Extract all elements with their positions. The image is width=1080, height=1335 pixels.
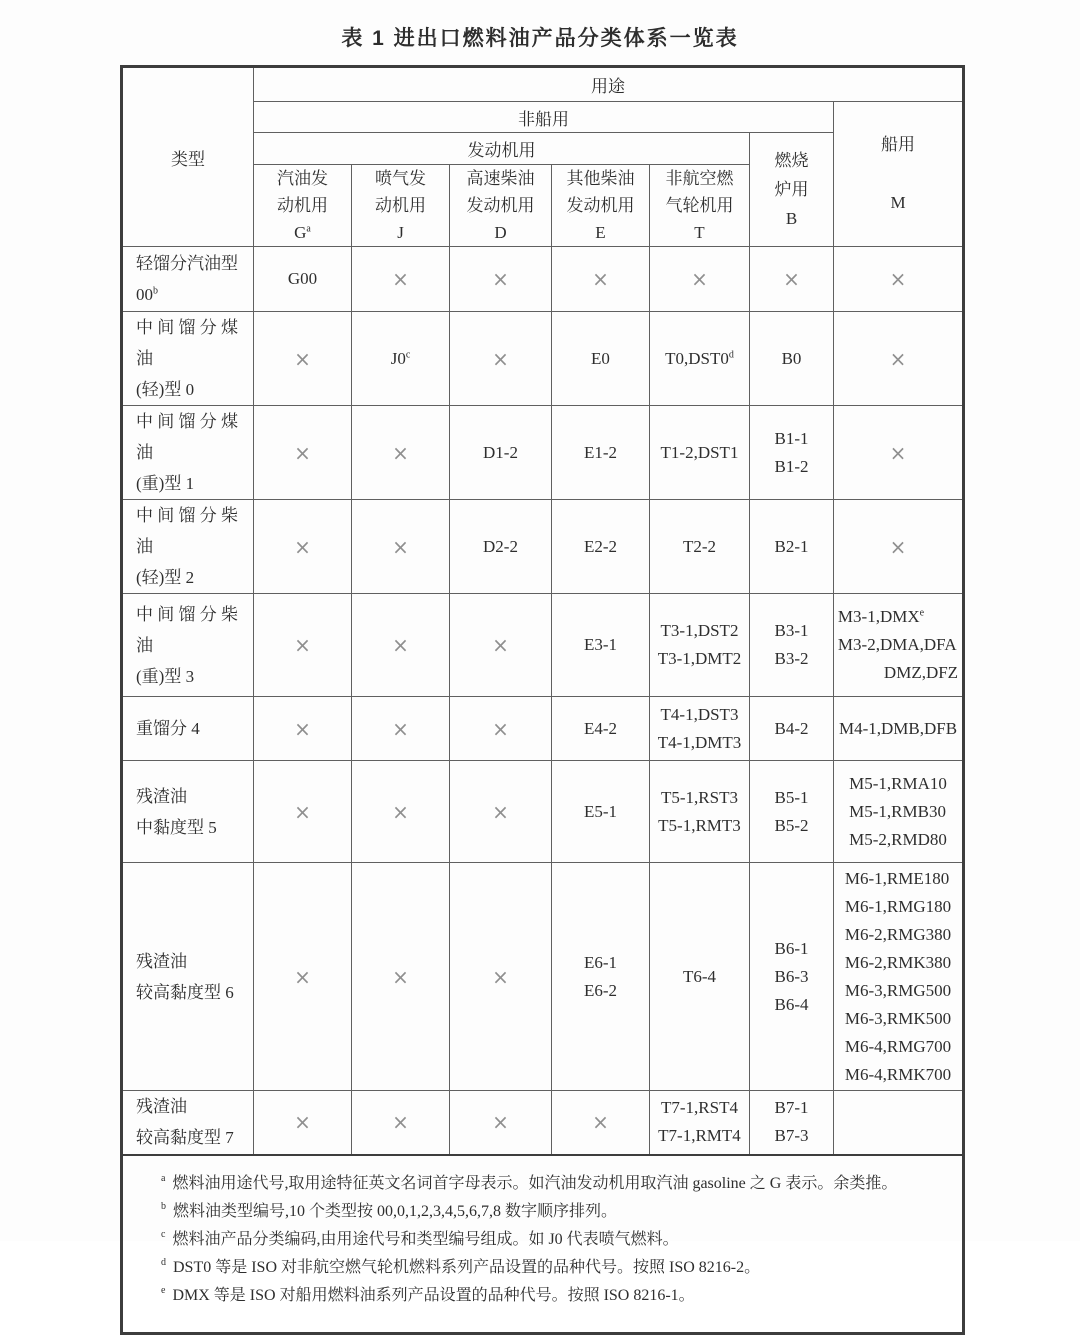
cell-4-D: [450, 500, 552, 594]
header-engine-col-J: [352, 165, 450, 247]
cell-9-J: [352, 1091, 450, 1155]
cell-line: B1-1: [774, 428, 809, 448]
cell-line: B6-1: [774, 938, 809, 958]
header-engine-col-D: [450, 165, 552, 247]
cell-line: M6-2,RMG380: [844, 924, 952, 944]
not-applicable-cross: ×: [492, 1110, 509, 1135]
not-applicable-cross: ×: [392, 716, 409, 741]
cell-line: 中 间 馏 分 煤 油: [136, 412, 238, 462]
cell-line: M5-2,RMD80: [849, 829, 947, 849]
engine-col-label-line: 喷气发: [375, 169, 426, 188]
cell-8-J: [352, 863, 450, 1091]
cell-line: B5-2: [774, 815, 809, 835]
cell-line: E5-1: [583, 801, 618, 821]
cell-6-T: [650, 697, 750, 761]
footnotes-row: [122, 1155, 964, 1334]
table-row: [122, 312, 964, 406]
cell-line: E3-1: [583, 635, 618, 654]
header-engine-col-G: [254, 165, 352, 247]
row-label: [122, 406, 254, 500]
header-row-usage: [122, 67, 964, 102]
header-furnace: [750, 133, 834, 247]
not-applicable-cross: ×: [294, 534, 311, 559]
header-marine: [834, 102, 964, 247]
not-applicable-cross: ×: [294, 633, 311, 657]
row-label: [122, 1091, 254, 1155]
cell-line: 重馏分 4: [136, 719, 200, 738]
header-engine-col-T: [650, 165, 750, 247]
not-applicable-cross: ×: [492, 964, 509, 989]
cell-line: J: [397, 223, 404, 242]
cell-line: M3-1,DMXe: [837, 607, 925, 626]
marine-code-stack: [838, 603, 958, 687]
cell-8-E: [552, 863, 650, 1091]
cell-line: E6-1: [583, 952, 618, 972]
cell-line: E: [595, 223, 606, 242]
cell-line: E1-2: [583, 442, 618, 462]
cell-8-G: [254, 863, 352, 1091]
header-type: 类型: [122, 67, 254, 247]
not-applicable-cross: ×: [392, 534, 409, 559]
cell-9-G: [254, 1091, 352, 1155]
cell-line: 中黏度型 5: [136, 817, 217, 837]
cell-6-M: [834, 697, 964, 761]
not-applicable-cross: ×: [392, 633, 409, 657]
cell-line: D1-2: [483, 442, 518, 462]
footnote-b: $^b$ 燃料油类型编号,10 个类型按 00,0,1,2,3,4,5,6,7,8 数字顺序排列。: [161, 1201, 618, 1220]
cell-line: E2-2: [583, 536, 618, 556]
cell-4-G: [254, 500, 352, 594]
cell-line: B1-2: [774, 456, 809, 476]
cell-2-J: [352, 312, 450, 406]
cell-5-D: [450, 594, 552, 697]
cell-line: T3-1,DMT2: [657, 649, 742, 668]
cell-4-E: [552, 500, 650, 594]
not-applicable-cross: ×: [294, 716, 311, 741]
cell-line: 轻馏分汽油型: [136, 254, 238, 273]
cell-1-B: [750, 247, 834, 312]
cell-9-E: [552, 1091, 650, 1155]
row-label: [122, 863, 254, 1091]
cell-line: J0$^c$: [390, 348, 411, 368]
cell-line: M6-4,RMG700: [844, 1036, 952, 1056]
cell-line: G00: [287, 269, 318, 288]
cell-line: B7-3: [774, 1126, 809, 1146]
table-row: [122, 500, 964, 594]
table-row: [122, 761, 964, 863]
furnace-label-line: 燃烧: [774, 151, 809, 170]
footnote-a: $^a$ 燃料油用途代号,取用途特征英文名词首字母表示。如汽油发动机用取汽油 gasoline 之 G 表示。余类推。: [161, 1173, 898, 1192]
header-usage: 用途: [254, 67, 964, 102]
cell-5-J: [352, 594, 450, 697]
engine-col-label-line: 气轮机用: [665, 196, 734, 215]
cell-1-J: [352, 247, 450, 312]
cell-line: E6-2: [583, 980, 618, 1000]
cell-line: T4-1,DST3: [660, 704, 739, 724]
cell-1-M: [834, 247, 964, 312]
not-applicable-cross: ×: [392, 1110, 409, 1135]
cell-line: 中 间 馏 分 煤 油: [136, 318, 238, 368]
row-label: [122, 247, 254, 312]
not-applicable-cross: ×: [294, 799, 311, 824]
cell-9-M: [834, 1091, 964, 1155]
cell-line: 较高黏度型 6: [136, 982, 234, 1002]
cell-2-T: [650, 312, 750, 406]
engine-col-label-line: 高速柴油: [466, 169, 535, 188]
cell-line: E4-2: [583, 718, 618, 738]
marine-label: 船用: [881, 135, 915, 154]
header-non-marine: 非船用: [254, 102, 834, 133]
cell-line: 残渣油: [136, 951, 187, 971]
not-applicable-cross: ×: [492, 346, 509, 371]
row-label: [122, 761, 254, 863]
cell-line: 中 间 馏 分 柴 油: [136, 506, 238, 556]
cell-3-J: [352, 406, 450, 500]
cell-7-E: [552, 761, 650, 863]
table-row: [122, 863, 964, 1091]
header-engine-group: 发动机用: [254, 133, 750, 165]
cell-line: T2-2: [682, 536, 717, 556]
cell-5-B: [750, 594, 834, 697]
table-row: [122, 594, 964, 697]
cell-line: M5-1,RMB30: [849, 801, 946, 821]
cell-line: M5-1,RMA10: [849, 773, 947, 793]
table-row: [122, 1091, 964, 1155]
footnote-d: $^d$ DST0 等是 ISO 对非航空燃气轮机燃料系列产品设置的品种代号。按照 ISO 8216-2。: [161, 1257, 761, 1276]
cell-1-D: [450, 247, 552, 312]
cell-8-T: [650, 863, 750, 1091]
cell-9-B: [750, 1091, 834, 1155]
cell-line: M6-1,RMG180: [844, 896, 952, 916]
engine-col-label-line: 发动机用: [466, 196, 535, 215]
cell-line: $G^a$: [294, 223, 311, 242]
cell-line: 残渣油: [136, 1097, 187, 1117]
cell-7-M: [834, 761, 964, 863]
not-applicable-cross: ×: [392, 440, 409, 465]
not-applicable-cross: ×: [294, 440, 311, 465]
cell-4-B: [750, 500, 834, 594]
cell-line: T: [694, 223, 705, 242]
cell-1-G: [254, 247, 352, 312]
cell-line: B7-1: [774, 1098, 809, 1118]
cell-line: M6-4,RMK700: [844, 1064, 952, 1084]
cell-6-E: [552, 697, 650, 761]
cell-4-T: [650, 500, 750, 594]
cell-line: D: [494, 223, 507, 242]
marine-code-stack: [845, 865, 951, 1089]
cell-line: (轻)型 0: [136, 380, 195, 399]
cell-line: T0,DST0$^d$: [665, 348, 734, 368]
cell-9-D: [450, 1091, 552, 1155]
cell-line: M6-3,RMG500: [844, 980, 952, 1000]
cell-line: D2-2: [483, 536, 518, 556]
cell-2-G: [254, 312, 352, 406]
cell-line: T7-1,RST4: [661, 1098, 738, 1118]
cell-line: 残渣油: [136, 786, 187, 806]
cell-line: T4-1,DMT3: [657, 732, 742, 752]
not-applicable-cross: ×: [392, 799, 409, 824]
cell-2-E: [552, 312, 650, 406]
cell-7-D: [450, 761, 552, 863]
cell-8-D: [450, 863, 552, 1091]
engine-col-label-line: 非航空燃: [665, 169, 734, 188]
cell-3-B: [750, 406, 834, 500]
not-applicable-cross: ×: [889, 534, 907, 559]
engine-col-label-line: 动机用: [375, 196, 426, 215]
not-applicable-cross: ×: [392, 267, 409, 291]
row-label: [122, 594, 254, 697]
row-label: [122, 312, 254, 406]
footnotes-section: [122, 1155, 964, 1334]
cell-7-G: [254, 761, 352, 863]
fuel-oil-classification-table: [120, 65, 965, 1335]
not-applicable-cross: ×: [492, 267, 509, 291]
cell-2-D: [450, 312, 552, 406]
header-engine-col-E: [552, 165, 650, 247]
cell-line: B4-2: [774, 718, 809, 738]
cell-line: (重)型 3: [136, 666, 195, 686]
cell-line: M6-2,RMK380: [844, 952, 952, 972]
cell-line: M6-3,RMK500: [844, 1008, 952, 1028]
cell-7-J: [352, 761, 450, 863]
not-applicable-cross: ×: [294, 1110, 311, 1135]
not-applicable-cross: ×: [492, 799, 509, 824]
not-applicable-cross: ×: [889, 346, 907, 371]
engine-col-label-line: 发动机用: [566, 196, 635, 215]
not-applicable-cross: ×: [691, 267, 708, 291]
cell-6-D: [450, 697, 552, 761]
table-row: [122, 406, 964, 500]
not-applicable-cross: ×: [889, 440, 907, 465]
cell-2-M: [834, 312, 964, 406]
cell-line: B6-4: [774, 994, 809, 1014]
not-applicable-cross: ×: [592, 267, 609, 291]
cell-5-E: [552, 594, 650, 697]
not-applicable-cross: ×: [492, 633, 509, 657]
cell-5-T: [650, 594, 750, 697]
cell-line: B3-1: [774, 621, 809, 640]
cell-6-G: [254, 697, 352, 761]
cell-7-T: [650, 761, 750, 863]
cell-3-E: [552, 406, 650, 500]
not-applicable-cross: ×: [592, 1110, 609, 1135]
cell-line: E0: [591, 348, 610, 368]
cell-6-B: [750, 697, 834, 761]
marine-code: M: [890, 193, 906, 212]
cell-line: M6-1,RME180: [844, 868, 950, 888]
cell-4-M: [834, 500, 964, 594]
engine-col-label-line: 其他柴油: [566, 169, 635, 188]
not-applicable-cross: ×: [294, 964, 311, 989]
cell-line: B2-1: [774, 536, 809, 556]
cell-1-E: [552, 247, 650, 312]
cell-line: T6-4: [682, 966, 717, 986]
not-applicable-cross: ×: [294, 346, 311, 371]
footnote-e: $^e$ DMX 等是 ISO 对船用燃料油系列产品设置的品种代号。按照 ISO 8216-1。: [161, 1285, 695, 1304]
cell-line: B6-3: [774, 966, 809, 986]
cell-line: B0: [781, 348, 802, 368]
engine-col-label-line: 汽油发: [277, 169, 328, 188]
cell-line: 00$^b$: [136, 285, 158, 304]
cell-7-B: [750, 761, 834, 863]
cell-8-M: [834, 863, 964, 1091]
not-applicable-cross: ×: [492, 716, 509, 741]
table-row: [122, 697, 964, 761]
cell-line: 较高黏度型 7: [136, 1128, 234, 1148]
cell-line: 中 间 馏 分 柴 油: [136, 604, 238, 655]
marine-code-stack: [849, 770, 947, 854]
cell-4-J: [352, 500, 450, 594]
cell-3-D: [450, 406, 552, 500]
cell-line: (轻)型 2: [136, 568, 195, 587]
not-applicable-cross: ×: [783, 267, 800, 291]
cell-line: T5-1,RMT3: [658, 815, 741, 835]
cell-6-J: [352, 697, 450, 761]
cell-line: T7-1,RMT4: [658, 1126, 741, 1146]
cell-3-G: [254, 406, 352, 500]
cell-line: B5-1: [774, 787, 809, 807]
cell-line: T3-1,DST2: [660, 621, 739, 640]
cell-line: B3-2: [774, 649, 809, 668]
cell-line: DMZ,DFZ: [883, 663, 959, 682]
cell-8-B: [750, 863, 834, 1091]
not-applicable-cross: ×: [392, 964, 409, 989]
cell-line: M3-2,DMA,DFA: [837, 635, 957, 654]
cell-line: (重)型 1: [136, 474, 195, 493]
cell-line: T1-2,DST1: [660, 442, 739, 462]
cell-5-M: [834, 594, 964, 697]
footnote-c: $^c$ 燃料油产品分类编码,由用途代号和类型编号组成。如 J0 代表喷气燃料。: [161, 1229, 679, 1248]
cell-3-M: [834, 406, 964, 500]
engine-col-label-line: 动机用: [277, 196, 328, 215]
table-row: [122, 247, 964, 312]
cell-line: M4-1,DMB,DFB: [838, 718, 958, 738]
cell-9-T: [650, 1091, 750, 1155]
cell-line: T5-1,RST3: [661, 787, 738, 807]
cell-5-G: [254, 594, 352, 697]
furnace-code: B: [785, 209, 798, 228]
row-label: [122, 500, 254, 594]
table-title: 表 1 进出口燃料油产品分类体系一览表: [341, 27, 739, 50]
furnace-label-line: 炉用: [774, 180, 809, 199]
cell-3-T: [650, 406, 750, 500]
row-label: [122, 697, 254, 761]
cell-1-T: [650, 247, 750, 312]
not-applicable-cross: ×: [889, 267, 907, 291]
cell-2-B: [750, 312, 834, 406]
